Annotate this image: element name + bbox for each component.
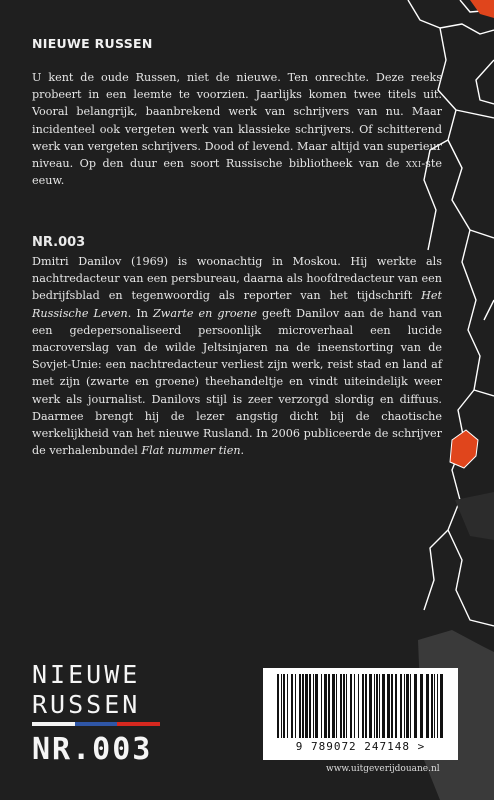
intro-text: U kent de oude Russen, niet de nieuwe. Ten onrechte. Deze reeks probeert in een leemte te voorzien. Jaarlijks komen twee titels uit. Vooral belangrijk, baanbrekend werk van schrijvers van nu. Maar incidenteel ook vergeten werk van klassieke schrijvers. Of schitterend werk van vergeten schrijvers. Dood of levend. Maar altijd van superieur niveau. Op den duur een soort Russische bibliotheek van de (32, 71, 442, 171)
publisher-website: www.uitgeverijdouane.nl (326, 764, 440, 774)
desc-text-1: Dmitri Danilov (1969) is woonachtig in Moskou. Hij werkte als nachtredacteur van een persbureau, daarna als hoofdredacteur van een bedrijfsblad en tegenwoordig als reporter van het tijdschrift (32, 255, 442, 303)
barcode-bar (374, 674, 375, 738)
barcode-bar (295, 674, 296, 738)
barcode-bar (362, 674, 364, 738)
map-gray-region (455, 492, 494, 540)
barcode-bar (287, 674, 288, 738)
book-title: Zwarte en groene (152, 306, 258, 320)
barcode-bar (440, 674, 443, 738)
barcode-bar (302, 674, 304, 738)
barcode-bar (309, 674, 311, 738)
intro-century: xxi (405, 157, 422, 171)
map-border-line (456, 110, 494, 118)
logo-number: NR.003 (32, 732, 153, 767)
barcode-bar (332, 674, 335, 738)
isbn-digits: 9 789072 247148 (295, 740, 411, 753)
map-highlight-region (470, 0, 494, 18)
barcode-bar (291, 674, 293, 738)
barcode-bar (387, 674, 390, 738)
barcode-bar (400, 674, 402, 738)
barcode-bar (324, 674, 327, 738)
barcode-bar (321, 674, 322, 738)
barcode-bar (376, 674, 378, 738)
barcode-bar (431, 674, 433, 738)
barcode-bar (305, 674, 308, 738)
map-border-line (474, 390, 494, 396)
barcode-bar (391, 674, 393, 738)
intro-text-end: -ste eeuw. (32, 157, 442, 188)
barcode-bar (382, 674, 385, 738)
russian-flag-stripe (32, 722, 160, 726)
barcode-bar (299, 674, 301, 738)
magazine-title: Het Russische Leven (32, 289, 442, 320)
barcode-bar (358, 674, 359, 738)
series-title: NIEUWE RUSSEN (32, 36, 153, 51)
barcode-bar (365, 674, 367, 738)
barcode-bar (406, 674, 409, 738)
barcode-bar (281, 674, 282, 738)
barcode-bar (414, 674, 417, 738)
flag-white (32, 722, 75, 726)
barcode-bar (420, 674, 423, 738)
map-border-line (448, 530, 494, 626)
barcode-bar (354, 674, 355, 738)
series-intro (32, 69, 442, 189)
barcode-bar (343, 674, 345, 738)
barcode-bar (313, 674, 314, 738)
barcode-bar (379, 674, 380, 738)
barcode-bar (434, 674, 435, 738)
map-border-line (424, 530, 448, 610)
map-highlight-region (450, 430, 478, 468)
barcode-bar (328, 674, 330, 738)
series-logo (32, 660, 182, 767)
volume-number: NR.003 (32, 235, 86, 250)
barcode-bar (336, 674, 337, 738)
flag-blue (75, 722, 118, 726)
book-description (32, 253, 442, 459)
barcode-bar (277, 674, 279, 738)
barcode (263, 668, 458, 760)
map-border-line (484, 300, 494, 320)
barcode-bar (426, 674, 429, 738)
barcode-bars (269, 674, 452, 738)
barcode-bar (369, 674, 372, 738)
barcode-bar (404, 674, 405, 738)
flag-red (117, 722, 160, 726)
barcode-bar (283, 674, 285, 738)
barcode-bar (340, 674, 342, 738)
map-border-line (462, 230, 480, 390)
barcode-bar (395, 674, 397, 738)
barcode-bar (315, 674, 318, 738)
barcode-bar (410, 674, 411, 738)
isbn-arrow: > (417, 740, 426, 753)
desc-text-4: . (240, 444, 245, 458)
logo-line-1: NIEUWE (32, 660, 141, 689)
map-border-line (476, 60, 494, 104)
map-border-line (438, 28, 494, 238)
logo-line-2: RUSSEN (32, 690, 141, 719)
barcode-bar (346, 674, 347, 738)
desc-text-2: . In (127, 306, 153, 320)
barcode-bar (437, 674, 438, 738)
desc-text-3: geeft Danilov aan de hand van een gedepersonaliseerd persoonlijk microverhaal een lucide macroverslag van de wilde Jeltsinjaren na de ineenstorting van de Sovjet-Unie: een nachtredacteur verliest zijn werk, reist stad en land af met zijn (zwarte en groene) theehandeltje en vindt uiteindelijk weer werk als journalist. Danilovs stijl is zeer verzorgd slordig en diffuus. Daarmee brengt hij de lezer angstig dicht bij de chaotische werkelijkheid van het nieuwe Rusland. In 2006 publiceerde de schrijver de verhalenbundel (32, 306, 443, 458)
isbn-number (263, 740, 458, 753)
barcode-bar (350, 674, 352, 738)
other-book-title: Flat nummer tien (141, 444, 241, 458)
